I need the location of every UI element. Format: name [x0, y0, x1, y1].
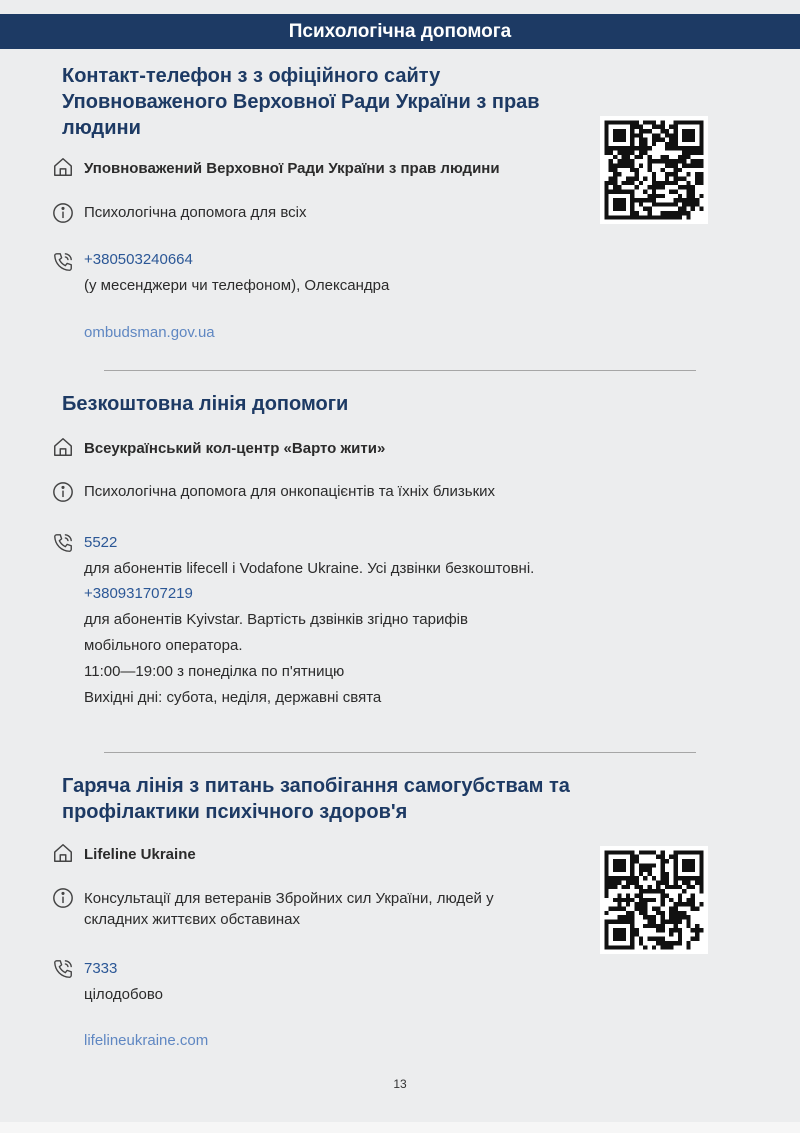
phone-icon — [52, 958, 74, 980]
phone-note-line: мобільного оператора. — [84, 637, 243, 654]
info-icon — [52, 887, 74, 909]
section-divider — [104, 752, 696, 753]
website-link[interactable]: lifelineukraine.com — [84, 1032, 209, 1049]
info-text: Психологічна допомога для всіх — [84, 204, 307, 221]
info-icon — [52, 202, 74, 224]
working-hours: 11:00—19:00 з понеділка по п'ятницю — [84, 663, 345, 680]
organization-name: Всеукраїнський кол-центр «Варто жити» — [84, 440, 386, 457]
info-icon — [52, 481, 74, 503]
phone-note: (у месенджери чи телефоном), Олександра — [84, 277, 390, 294]
page-header-title: Психологічна допомога — [288, 20, 512, 42]
info-text-line: складних життєвих обставинах — [84, 911, 301, 928]
section-title-line: Уповноваженого Верховної Ради України з прав — [62, 91, 540, 113]
organization-name: Lifeline Ukraine — [84, 846, 196, 863]
days-off: Вихідні дні: субота, неділя, державні свята — [84, 689, 382, 706]
phone-link[interactable]: 5522 — [84, 534, 118, 551]
organization-name: Уповноважений Верховної Ради України з прав людини — [84, 160, 500, 177]
page-header — [0, 14, 800, 49]
section-title — [62, 63, 540, 141]
phone-note: цілодобово — [84, 986, 164, 1003]
section-title-line: Контакт-телефон з з офіційного сайту — [62, 65, 441, 87]
info-text-line: Консультації для ветеранів Збройних сил України, людей у — [84, 890, 494, 907]
website-link[interactable]: ombudsman.gov.ua — [84, 324, 215, 341]
home-icon — [52, 436, 74, 458]
phone-note: для абонентів lifecell і Vodafone Ukraine. Усі дзвінки безкоштовні. — [84, 560, 535, 577]
section-title — [62, 773, 570, 825]
section-title-line: профілактики психічного здоров'я — [62, 801, 408, 823]
phone-link[interactable]: 7333 — [84, 960, 118, 977]
home-icon — [52, 156, 74, 178]
section-title — [62, 391, 348, 417]
section-title-line: Гаряча лінія з питань запобігання самогубствам та — [62, 775, 570, 797]
home-icon — [52, 842, 74, 864]
page-bottom-edge — [0, 1122, 800, 1133]
section-title-line: людини — [62, 117, 141, 139]
page-number: 13 — [393, 1077, 407, 1091]
qr-code-icon[interactable] — [600, 116, 708, 224]
section-divider — [104, 370, 696, 371]
phone-link[interactable]: +380503240664 — [84, 251, 193, 268]
phone-icon — [52, 251, 74, 273]
section-title-line: Безкоштовна лінія допомоги — [62, 393, 349, 415]
phone-note-line: для абонентів Kyivstar. Вартість дзвінків згідно тарифів — [84, 611, 468, 628]
phone-link-secondary[interactable]: +380931707219 — [84, 585, 193, 602]
info-text: Психологічна допомога для онкопацієнтів та їхніх близьких — [84, 483, 496, 500]
phone-icon — [52, 532, 74, 554]
qr-code-icon[interactable] — [600, 846, 708, 954]
